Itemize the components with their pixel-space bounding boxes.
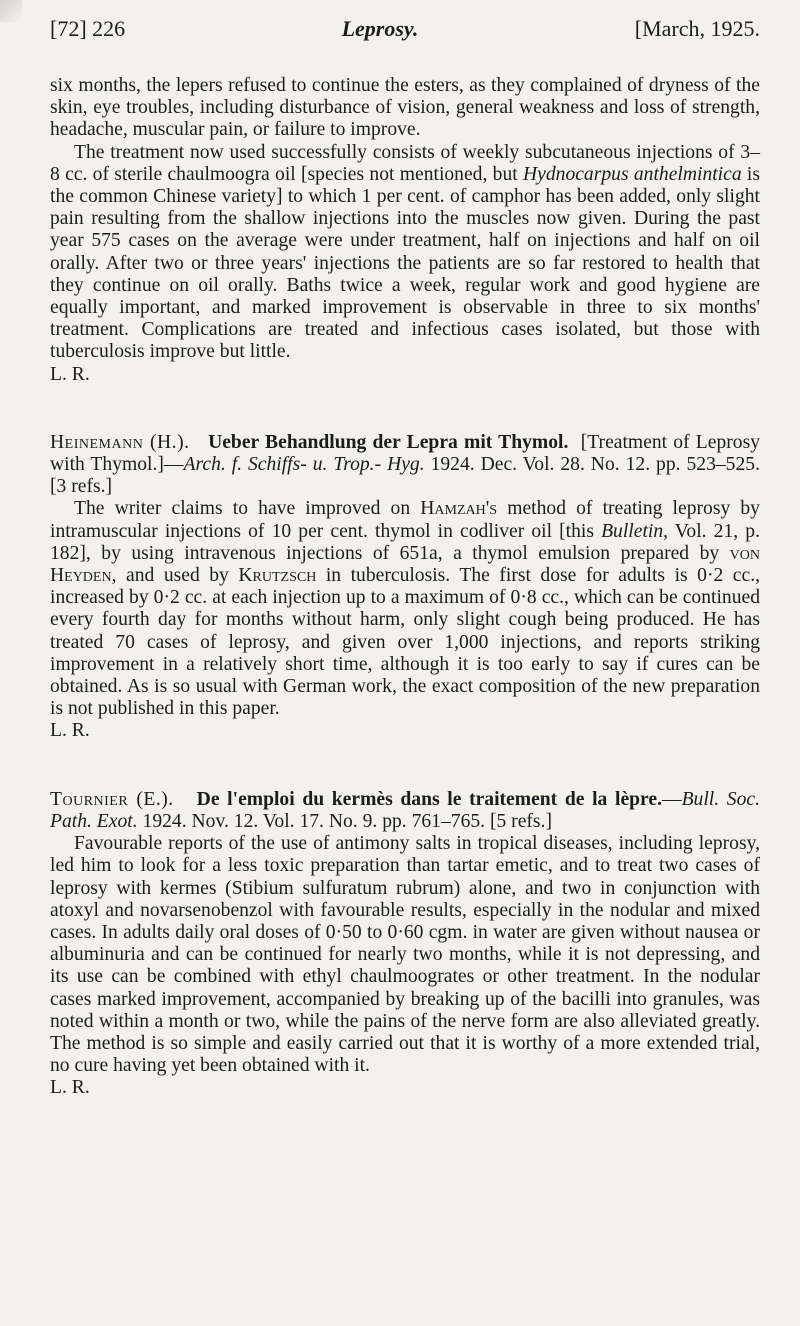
article3-title: De l'emploi du kermès dans le traitement de la lèpre. (196, 788, 662, 810)
article3-body: Favourable reports of the use of antimony salts in tropical diseases, including leprosy, led him to look for a less toxic preparation than tartar emetic, and to treat two cases of leprosy with kermes (Stibium sulfuratum rubrum) alone, and two in conjunction with atoxyl and novarsenobenzol with favourable results, especially in the nodular and mixed cases. In adults daily oral doses of 0·50 to 0·60 cgm. in water are given without nausea or albuminuria and can be continued for nearly two months, while it is not depressing, and its use can be combined with ethyl chaulmoogrates or other treatment. In the nodular cases marked improvement, accompanied by breaking up of the bacilli into granules, was noted within a month or two, while the pains of the nerve form are also alleviated greatly. The method is so simple and easily carried out that it is worthy of a more extended trial, no cure having yet been obtained with it. (50, 833, 760, 1077)
article1-p2-rest: is the common Chinese variety] to which 1 per cent. of camphor has been added, only slight pain resulting from the shallow injections into the muscles now given. During the past year 575 cases on the average were under treatment, half on injections and half on oil orally. After two or three years' injections the patients are so far restored to health that they continue on oil orally. Baths twice a week, regular work and good hygiene are equally important, and marked improvement is observable in three to six months' treatment. Complications are treated and infectious cases isolated, but those with tuberculosis improve but little. (50, 163, 760, 363)
page-numbers: [72] 226 (50, 16, 126, 41)
running-title: Leprosy. (341, 16, 419, 41)
article2-citation: 1924. Dec. Vol. 28. No. 12. pp. 523–525. [3 refs.] (50, 454, 760, 498)
article3-dash: — (662, 788, 682, 810)
article2-body-c: , Vol. 21, p. 182], by using intravenous injections of 651a, a thymol emulsion prepared by (50, 520, 760, 564)
running-header (50, 16, 760, 42)
article2-body-d: , and used by (111, 565, 239, 587)
page-content (50, 75, 760, 1100)
issue-date: [March, 1925. (634, 16, 760, 41)
article2-author: Heinemann (H.). (50, 431, 190, 453)
article2-body-e: in tuberculosis. The first dose for adults is 0·2 cc., increased by 0·2 cc. at each injection up to a maximum of 0·8 cc., which can be continued every fourth day for months without harm, only slight cough being produced. He has treated 70 cases of leprosy, and given over 1,000 injections, and reports striking improvement in a relatively short time, although it is too early to say if cures can be obtained. As is so usual with German work, the exact composition of the new preparation is not published in this paper. (50, 565, 760, 720)
article2-body-b: method of treating leprosy by intramuscular injections of 10 per cent. thymol in codliver oil [this (50, 498, 760, 542)
page-corner-shadow (0, 0, 22, 22)
article1-p2-start: The treatment now used successfully consists of weekly subcutaneous injections of 3–8 cc. of sterile chaulmoogra oil [species not mentioned, but (50, 141, 760, 185)
article1-paragraph1: six months, the lepers refused to continue the esters, as they complained of dryness of the skin, eye troubles, including disturbance of vision, general weakness and loss of strength, headache, muscular pain, or failure to improve. (50, 75, 760, 141)
article1-paragraph2 (50, 142, 760, 364)
article3-citation: 1924. Nov. 12. Vol. 17. No. 9. pp. 761–765. [5 refs.] (142, 810, 552, 832)
article2-translation: [Treatment of Leprosy with Thymol.]— (50, 431, 761, 476)
bulletin-ref: Bulletin (601, 520, 664, 542)
article2-journal: Arch. f. Schiffs- u. Trop.- Hyg. (183, 454, 425, 476)
name-krutzsch: Krutzsch (238, 565, 317, 587)
article3-heading (50, 789, 760, 833)
article2-title: Ueber Behandlung der Lepra mit Thymol. (208, 431, 569, 453)
name-heyden: von Heyden (50, 542, 760, 587)
article1-signature: L. R. (50, 363, 90, 385)
article2-signature: L. R. (50, 720, 90, 742)
article2-body (50, 498, 760, 720)
article3-journal: Bull. Soc. Path. Exot. (50, 788, 760, 832)
article2-body-a: The writer claims to have improved on (74, 498, 421, 520)
article3-author: Tournier (E.). (50, 788, 174, 810)
article2-heading (50, 432, 760, 499)
name-hamzah: Hamzah's (420, 498, 498, 520)
article3-signature: L. R. (50, 1077, 90, 1099)
species-name: Hydnocarpus anthelmintica (523, 163, 742, 185)
